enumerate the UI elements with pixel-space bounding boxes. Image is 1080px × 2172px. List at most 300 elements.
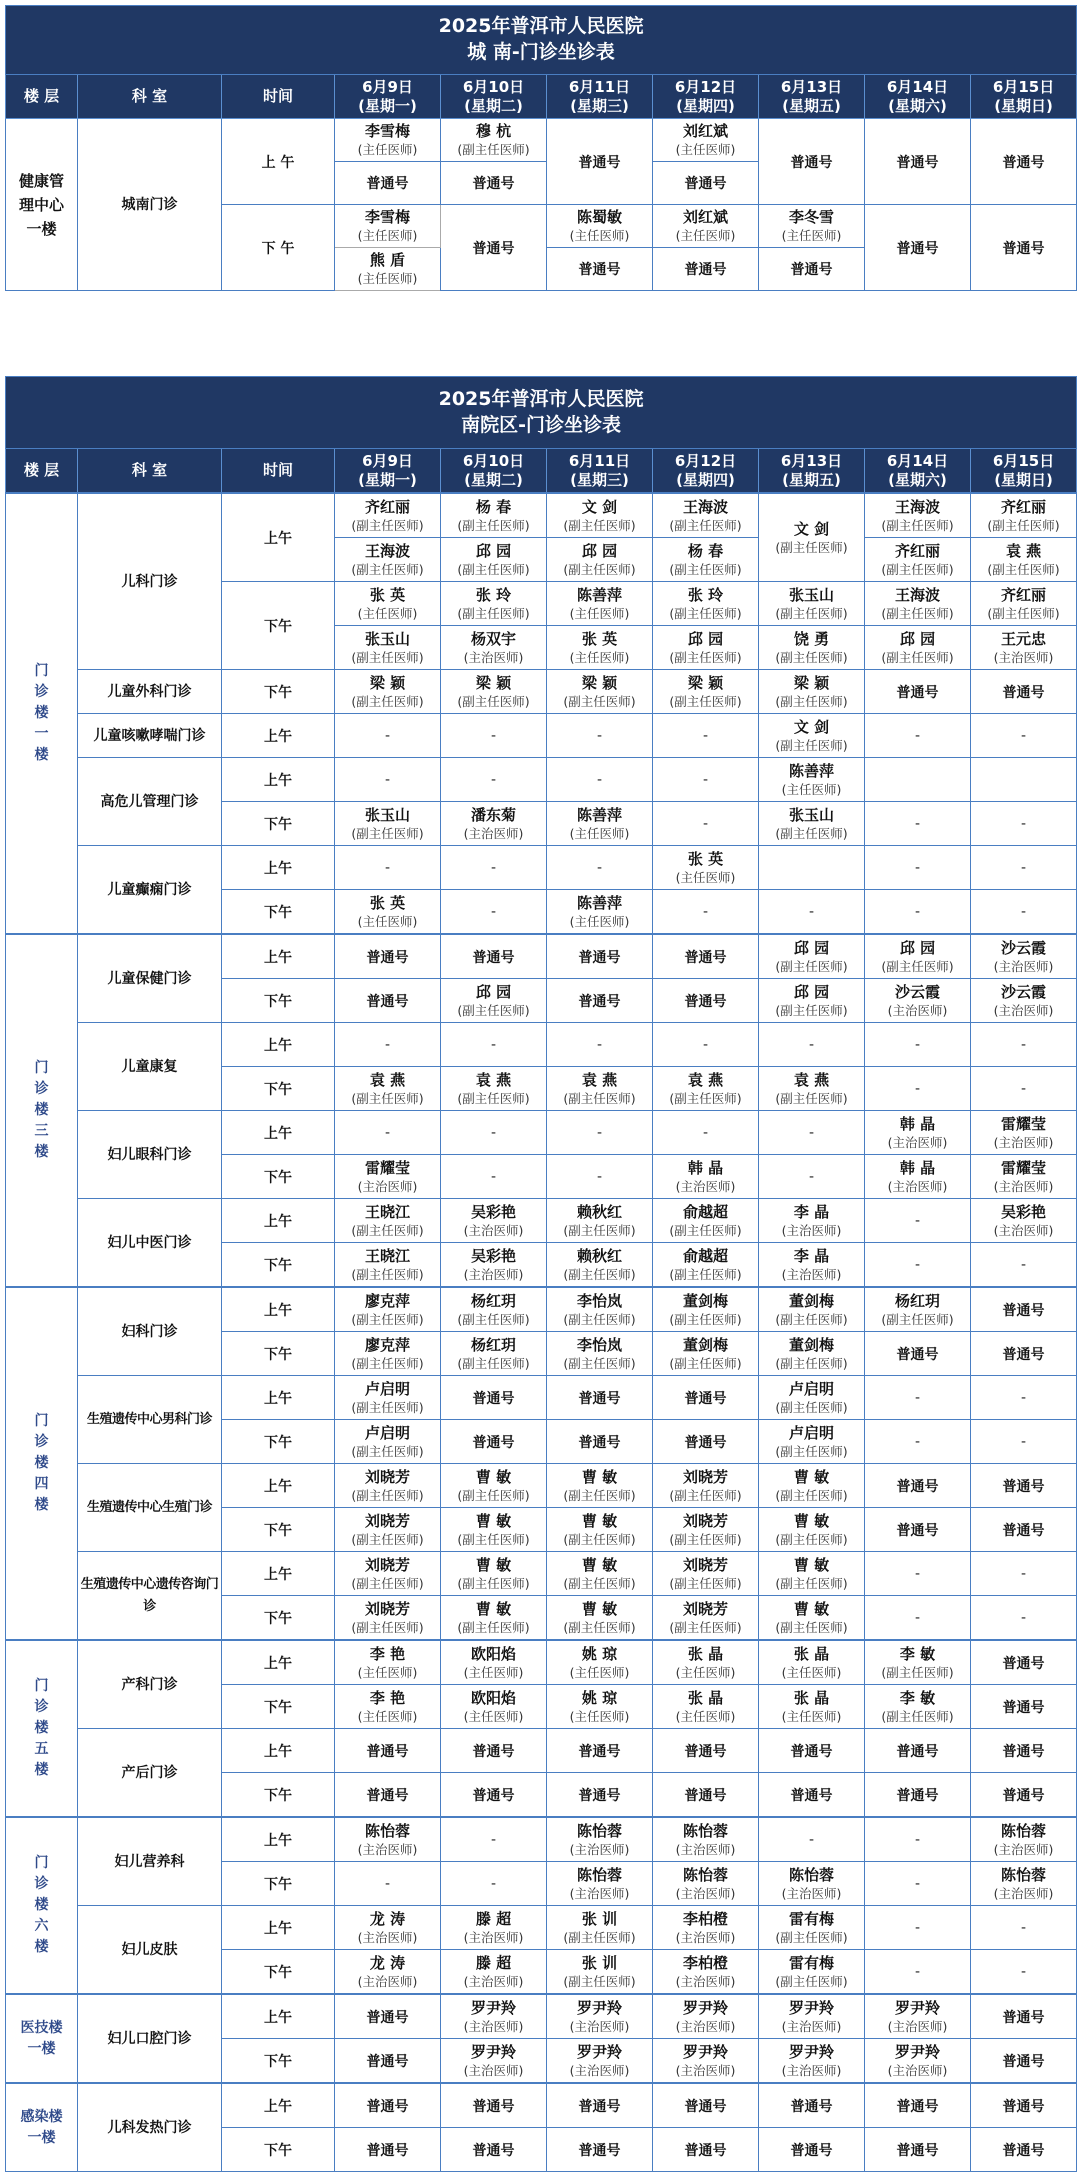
general-cell: 普通号 — [653, 934, 759, 979]
general-cell: 普通号 — [441, 1376, 547, 1420]
doctor-cell: 梁 颖 (副主任医师) — [441, 670, 547, 714]
doctor-cell: 刘晓芳 (副主任医师) — [653, 1552, 759, 1596]
general-cell: 普通号 — [653, 979, 759, 1023]
doctor-cell: 陈怡蓉 (主治医师) — [971, 1817, 1077, 1862]
general-cell: 普通号 — [971, 1773, 1077, 1818]
time-pm: 下午 — [222, 1508, 335, 1552]
dept-label: 儿童癫痫门诊 — [78, 846, 222, 935]
doctor-cell: 张玉山 (副主任医师) — [759, 582, 865, 626]
time-am: 上午 — [222, 1023, 335, 1067]
dash-cell: - — [335, 846, 441, 890]
doctor-cell: 罗尹羚 (主治医师) — [759, 1994, 865, 2039]
doctor-cell: 文 剑 (副主任医师) — [759, 714, 865, 758]
time-pm: 下午 — [222, 670, 335, 714]
time-am: 上午 — [222, 1464, 335, 1508]
time-am: 上午 — [222, 493, 335, 582]
doctor-cell: 杨双宇 (主治医师) — [441, 626, 547, 670]
doctor-cell: 张玉山 (副主任医师) — [759, 802, 865, 846]
general-cell: 普通号 — [547, 979, 653, 1023]
doctor-cell: 董剑梅 (副主任医师) — [653, 1287, 759, 1332]
general-cell: 普通号 — [335, 162, 441, 205]
dash-cell: - — [547, 846, 653, 890]
doctor-cell: 俞越超 (副主任医师) — [653, 1243, 759, 1288]
time-pm: 下午 — [222, 1950, 335, 1995]
table-row — [6, 1552, 1077, 1596]
general-cell: 普通号 — [865, 1729, 971, 1773]
dept-label: 妇儿眼科门诊 — [78, 1111, 222, 1199]
dash-cell: - — [865, 890, 971, 935]
dash-cell: - — [865, 1067, 971, 1111]
dash-cell: - — [971, 1950, 1077, 1995]
general-cell: 普通号 — [865, 1773, 971, 1818]
dash-cell: - — [971, 1596, 1077, 1641]
doctor-cell: 陈善萍 (主任医师) — [759, 758, 865, 802]
time-pm: 下午 — [222, 1862, 335, 1906]
title-subtitle: 城 南-门诊坐诊表 — [467, 41, 615, 63]
doctor-cell: 邱 园 (副主任医师) — [865, 626, 971, 670]
table-row — [6, 1111, 1077, 1155]
table-title — [6, 377, 1077, 449]
dash-cell: - — [335, 1023, 441, 1067]
doctor-cell: 卢启明 (副主任医师) — [759, 1420, 865, 1464]
header-time: 时间 — [222, 75, 335, 119]
header-day: 6月15日 (星期日) — [971, 449, 1077, 494]
time-pm: 下午 — [222, 1067, 335, 1111]
doctor-cell: 韩 晶 (主治医师) — [865, 1155, 971, 1199]
dept-label: 生殖遗传中心男科门诊 — [78, 1376, 222, 1464]
header-time: 时间 — [222, 449, 335, 494]
header-day: 6月14日 (星期六) — [865, 75, 971, 119]
dept-label: 妇儿中医门诊 — [78, 1199, 222, 1288]
general-cell: 普通号 — [865, 2128, 971, 2172]
doctor-cell: 吴彩艳 (主治医师) — [441, 1199, 547, 1243]
doctor-cell: 杨红玥 (副主任医师) — [865, 1287, 971, 1332]
dash-cell: - — [441, 1862, 547, 1906]
dash-cell: - — [971, 802, 1077, 846]
time-pm: 下 午 — [222, 205, 335, 291]
general-cell: 普通号 — [441, 934, 547, 979]
doctor-cell: 龙 涛 (主治医师) — [335, 1950, 441, 1995]
dept-label: 儿科发热门诊 — [78, 2083, 222, 2172]
time-pm: 下午 — [222, 1773, 335, 1818]
dash-cell: - — [865, 1906, 971, 1950]
doctor-cell: 齐红丽 (副主任医师) — [971, 582, 1077, 626]
header-floor: 楼 层 — [6, 75, 78, 119]
time-pm: 下午 — [222, 1155, 335, 1199]
dash-cell: - — [441, 890, 547, 935]
doctor-cell: 刘晓芳 (副主任医师) — [335, 1508, 441, 1552]
table-row — [6, 758, 1077, 802]
dept-label: 妇科门诊 — [78, 1287, 222, 1376]
doctor-cell: 李 艳 (主任医师) — [335, 1640, 441, 1685]
time-am: 上午 — [222, 1817, 335, 1862]
doctor-cell: 罗尹羚 (主治医师) — [653, 1994, 759, 2039]
doctor-cell: 梁 颖 (副主任医师) — [759, 670, 865, 714]
general-cell: 普通号 — [759, 1773, 865, 1818]
doctor-cell: 李 晶 (主治医师) — [759, 1199, 865, 1243]
doctor-cell: 张 训 (副主任医师) — [547, 1906, 653, 1950]
general-cell: 普通号 — [547, 934, 653, 979]
table-row — [6, 1729, 1077, 1773]
time-am: 上午 — [222, 1287, 335, 1332]
doctor-cell: 雷耀莹 (主治医师) — [335, 1155, 441, 1199]
doctor-cell: 刘晓芳 (副主任医师) — [335, 1552, 441, 1596]
header-day: 6月11日 (星期三) — [547, 75, 653, 119]
doctor-cell: 陈怡蓉 (主治医师) — [759, 1862, 865, 1906]
dash-cell: - — [759, 1023, 865, 1067]
dash-cell: - — [653, 1023, 759, 1067]
doctor-cell: 董剑梅 (副主任医师) — [653, 1332, 759, 1376]
general-cell: 普通号 — [441, 1729, 547, 1773]
general-cell: 普通号 — [653, 2128, 759, 2172]
doctor-cell: 董剑梅 (副主任医师) — [759, 1332, 865, 1376]
general-cell: 普通号 — [441, 1773, 547, 1818]
doctor-cell: 罗尹羚 (主治医师) — [441, 1994, 547, 2039]
dept-label: 产科门诊 — [78, 1640, 222, 1729]
dept-label: 生殖遗传中心遗传咨询门诊 — [78, 1552, 222, 1641]
table-row — [6, 714, 1077, 758]
general-cell: 普通号 — [865, 670, 971, 714]
general-cell: 普通号 — [759, 2083, 865, 2128]
dash-cell: - — [865, 1376, 971, 1420]
doctor-cell: 齐红丽 (副主任医师) — [865, 538, 971, 582]
doctor-cell: 刘红斌 (主任医师) — [653, 205, 759, 248]
doctor-cell: 曹 敏 (副主任医师) — [759, 1552, 865, 1596]
general-cell: 普通号 — [547, 1420, 653, 1464]
dept-label: 妇儿皮肤 — [78, 1906, 222, 1995]
dept-label: 儿童外科门诊 — [78, 670, 222, 714]
table-title — [6, 6, 1077, 75]
time-pm: 下午 — [222, 1243, 335, 1288]
dash-cell: - — [971, 1552, 1077, 1596]
dash-cell: - — [865, 1817, 971, 1862]
doctor-cell: 杨红玥 (副主任医师) — [441, 1332, 547, 1376]
doctor-cell: 欧阳焰 (主任医师) — [441, 1685, 547, 1729]
doctor-cell: 张 玲 (副主任医师) — [441, 582, 547, 626]
doctor-cell: 曹 敏 (副主任医师) — [759, 1464, 865, 1508]
doctor-cell: 李怡岚 (副主任医师) — [547, 1287, 653, 1332]
floor-label: 门 诊 楼 四 楼 — [6, 1287, 78, 1640]
doctor-cell: 张 晶 (主任医师) — [653, 1685, 759, 1729]
doctor-cell: 曹 敏 (副主任医师) — [441, 1464, 547, 1508]
doctor-cell: 张玉山 (副主任医师) — [335, 802, 441, 846]
doctor-cell: 罗尹羚 (主治医师) — [653, 2039, 759, 2084]
general-cell: 普通号 — [547, 248, 653, 291]
dash-cell: - — [865, 1596, 971, 1641]
doctor-cell: 雷有梅 (副主任医师) — [759, 1906, 865, 1950]
time-pm: 下午 — [222, 1332, 335, 1376]
doctor-cell: 曹 敏 (副主任医师) — [547, 1552, 653, 1596]
time-am: 上午 — [222, 758, 335, 802]
table-row — [6, 1199, 1077, 1243]
doctor-cell: 吴彩艳 (主治医师) — [441, 1243, 547, 1288]
doctor-cell: 李雪梅 (主任医师) — [335, 205, 441, 248]
doctor-cell: 韩 晶 (主治医师) — [653, 1155, 759, 1199]
general-cell: 普通号 — [865, 1464, 971, 1508]
header-dept: 科 室 — [78, 75, 222, 119]
doctor-cell: 刘晓芳 (副主任医师) — [335, 1464, 441, 1508]
time-am: 上午 — [222, 1111, 335, 1155]
doctor-cell: 张 晶 (主任医师) — [759, 1640, 865, 1685]
general-cell: 普通号 — [547, 119, 653, 205]
header-row — [6, 449, 1077, 494]
dash-cell: - — [971, 714, 1077, 758]
general-cell: 普通号 — [547, 1773, 653, 1818]
general-cell: 普通号 — [441, 1420, 547, 1464]
doctor-cell: 刘红斌 (主任医师) — [653, 119, 759, 162]
doctor-cell: 陈怡蓉 (主治医师) — [653, 1862, 759, 1906]
doctor-cell: 张 晶 (主任医师) — [759, 1685, 865, 1729]
table-row — [6, 1464, 1077, 1508]
doctor-cell: 曹 敏 (副主任医师) — [441, 1552, 547, 1596]
general-cell: 普通号 — [547, 1729, 653, 1773]
doctor-cell: 张 玲 (副主任医师) — [653, 582, 759, 626]
floor-label: 门 诊 楼 三 楼 — [6, 934, 78, 1287]
general-cell: 普通号 — [441, 162, 547, 205]
dash-cell: - — [865, 1243, 971, 1288]
title-hospital: 2025年普洱市人民医院 — [438, 15, 644, 37]
doctor-cell: 李柏橙 (主治医师) — [653, 1906, 759, 1950]
dash-cell: - — [971, 846, 1077, 890]
doctor-cell: 曹 敏 (副主任医师) — [759, 1508, 865, 1552]
doctor-cell: 王海波 (副主任医师) — [335, 538, 441, 582]
doctor-cell: 王海波 (副主任医师) — [865, 582, 971, 626]
table-row — [6, 1817, 1077, 1862]
general-cell: 普通号 — [441, 205, 547, 291]
time-pm: 下午 — [222, 2128, 335, 2172]
time-am: 上午 — [222, 1376, 335, 1420]
header-day: 6月12日 (星期四) — [653, 75, 759, 119]
doctor-cell: 罗尹羚 (主治医师) — [547, 2039, 653, 2084]
doctor-cell: 文 剑 (副主任医师) — [759, 493, 865, 582]
table-row — [6, 934, 1077, 979]
time-am: 上午 — [222, 934, 335, 979]
dash-cell: - — [441, 714, 547, 758]
dash-cell: - — [335, 758, 441, 802]
dash-cell: - — [335, 1862, 441, 1906]
doctor-cell: 罗尹羚 (主治医师) — [547, 1994, 653, 2039]
doctor-cell: 卢启明 (副主任医师) — [759, 1376, 865, 1420]
table-row — [6, 119, 1077, 162]
dash-cell: - — [441, 1111, 547, 1155]
dept-label: 妇儿口腔门诊 — [78, 1994, 222, 2083]
dash-cell: - — [971, 1023, 1077, 1067]
general-cell: 普通号 — [971, 670, 1077, 714]
doctor-cell: 陈怡蓉 (主治医师) — [547, 1862, 653, 1906]
doctor-cell: 齐红丽 (副主任医师) — [335, 493, 441, 538]
dash-cell: - — [971, 1376, 1077, 1420]
dash-cell: - — [335, 1111, 441, 1155]
general-cell: 普通号 — [441, 2128, 547, 2172]
doctor-cell: 滕 超 (主治医师) — [441, 1906, 547, 1950]
dash-cell: - — [865, 714, 971, 758]
general-cell: 普通号 — [971, 1287, 1077, 1332]
general-cell: 普通号 — [653, 2083, 759, 2128]
general-cell: 普通号 — [653, 248, 759, 291]
general-cell: 普通号 — [865, 2083, 971, 2128]
doctor-cell: 吴彩艳 (主治医师) — [971, 1199, 1077, 1243]
dash-cell: - — [971, 1906, 1077, 1950]
dept-label: 儿童保健门诊 — [78, 934, 222, 1023]
general-cell: 普通号 — [971, 2083, 1077, 2128]
dash-cell: - — [759, 1817, 865, 1862]
dash-cell: - — [547, 758, 653, 802]
doctor-cell: 王海波 (副主任医师) — [653, 493, 759, 538]
doctor-cell: 袁 燕 (副主任医师) — [547, 1067, 653, 1111]
general-cell: 普通号 — [335, 2128, 441, 2172]
doctor-cell: 赖秋红 (副主任医师) — [547, 1243, 653, 1288]
table-row — [6, 2083, 1077, 2128]
floor-label: 健康管 理中心 一楼 — [6, 119, 78, 291]
general-cell: 普通号 — [971, 2128, 1077, 2172]
doctor-cell: 曹 敏 (副主任医师) — [441, 1508, 547, 1552]
doctor-cell: 王晓江 (副主任医师) — [335, 1199, 441, 1243]
header-day: 6月10日 (星期二) — [441, 75, 547, 119]
doctor-cell: 雷耀莹 (主治医师) — [971, 1155, 1077, 1199]
time-am: 上 午 — [222, 119, 335, 205]
general-cell: 普通号 — [441, 2083, 547, 2128]
doctor-cell: 沙云霞 (主治医师) — [865, 979, 971, 1023]
general-cell: 普通号 — [547, 1376, 653, 1420]
general-cell: 普通号 — [971, 1685, 1077, 1729]
floor-label: 医技楼 一楼 — [6, 1994, 78, 2083]
header-day: 6月11日 (星期三) — [547, 449, 653, 494]
time-pm: 下午 — [222, 2039, 335, 2084]
general-cell: 普通号 — [335, 1994, 441, 2039]
dash-cell: - — [653, 890, 759, 935]
dept-label: 产后门诊 — [78, 1729, 222, 1818]
table-row — [6, 1287, 1077, 1332]
dash-cell: - — [865, 1950, 971, 1995]
time-am: 上午 — [222, 1640, 335, 1685]
doctor-cell: 杨 春 (副主任医师) — [441, 493, 547, 538]
floor-label: 门 诊 楼 一 楼 — [6, 493, 78, 934]
dash-cell: - — [441, 1817, 547, 1862]
doctor-cell: 文 剑 (副主任医师) — [547, 493, 653, 538]
header-day: 6月15日 (星期日) — [971, 75, 1077, 119]
dash-cell: - — [653, 802, 759, 846]
doctor-cell: 董剑梅 (副主任医师) — [759, 1287, 865, 1332]
doctor-cell: 袁 燕 (副主任医师) — [653, 1067, 759, 1111]
doctor-cell: 杨红玥 (副主任医师) — [441, 1287, 547, 1332]
general-cell: 普通号 — [335, 2083, 441, 2128]
time-pm: 下午 — [222, 890, 335, 935]
doctor-cell: 张 训 (副主任医师) — [547, 1950, 653, 1995]
doctor-cell: 滕 超 (主治医师) — [441, 1950, 547, 1995]
dept-label: 妇儿营养科 — [78, 1817, 222, 1906]
time-am: 上午 — [222, 714, 335, 758]
time-am: 上午 — [222, 2083, 335, 2128]
doctor-cell: 张 英 (主任医师) — [335, 582, 441, 626]
dash-cell: - — [865, 1023, 971, 1067]
doctor-cell: 雷耀莹 (主治医师) — [971, 1111, 1077, 1155]
dash-cell: - — [441, 758, 547, 802]
dept-label: 儿童康复 — [78, 1023, 222, 1111]
doctor-cell: 曹 敏 (副主任医师) — [547, 1508, 653, 1552]
doctor-cell: 李柏橙 (主治医师) — [653, 1950, 759, 1995]
doctor-cell: 刘晓芳 (副主任医师) — [653, 1596, 759, 1641]
time-am: 上午 — [222, 1994, 335, 2039]
general-cell: 普通号 — [971, 1464, 1077, 1508]
general-cell: 普通号 — [759, 119, 865, 205]
doctor-cell: 邱 园 (副主任医师) — [759, 979, 865, 1023]
doctor-cell: 欧阳焰 (主任医师) — [441, 1640, 547, 1685]
general-cell: 普通号 — [865, 205, 971, 291]
doctor-cell: 雷有梅 (副主任医师) — [759, 1950, 865, 1995]
doctor-cell: 邱 园 (副主任医师) — [759, 934, 865, 979]
table-row — [6, 1906, 1077, 1950]
doctor-cell: 邱 园 (副主任医师) — [441, 979, 547, 1023]
dash-cell: - — [971, 1420, 1077, 1464]
doctor-cell: 李冬雪 (主任医师) — [759, 205, 865, 248]
dash-cell: - — [547, 1155, 653, 1199]
time-am: 上午 — [222, 1906, 335, 1950]
table-row — [6, 1994, 1077, 2039]
general-cell: 普通号 — [759, 1729, 865, 1773]
doctor-cell: 李 敏 (副主任医师) — [865, 1685, 971, 1729]
time-pm: 下午 — [222, 1420, 335, 1464]
header-day: 6月9日 (星期一) — [335, 449, 441, 494]
time-am: 上午 — [222, 1199, 335, 1243]
doctor-cell: 陈怡蓉 (主治医师) — [971, 1862, 1077, 1906]
doctor-cell: 潘东菊 (主治医师) — [441, 802, 547, 846]
table-row — [6, 493, 1077, 538]
general-cell: 普通号 — [653, 1729, 759, 1773]
doctor-cell: 邱 园 (副主任医师) — [547, 538, 653, 582]
doctor-cell: 龙 涛 (主治医师) — [335, 1906, 441, 1950]
dept-label: 儿科门诊 — [78, 493, 222, 670]
doctor-cell: 王海波 (副主任医师) — [865, 493, 971, 538]
dash-cell: - — [441, 1023, 547, 1067]
header-day: 6月13日 (星期五) — [759, 75, 865, 119]
table-row — [6, 846, 1077, 890]
general-cell: 普通号 — [653, 162, 759, 205]
doctor-cell: 梁 颖 (副主任医师) — [335, 670, 441, 714]
doctor-cell: 姚 琼 (主任医师) — [547, 1685, 653, 1729]
header-dept: 科 室 — [78, 449, 222, 494]
time-am: 上午 — [222, 846, 335, 890]
doctor-cell: 邱 园 (副主任医师) — [653, 626, 759, 670]
header-floor: 楼 层 — [6, 449, 78, 494]
general-cell: 普通号 — [335, 934, 441, 979]
table-row — [6, 1376, 1077, 1420]
time-pm: 下午 — [222, 802, 335, 846]
doctor-cell: 梁 颖 (副主任医师) — [547, 670, 653, 714]
dash-cell: - — [547, 1023, 653, 1067]
general-cell: 普通号 — [971, 2039, 1077, 2084]
dash-cell: - — [547, 714, 653, 758]
dash-cell: - — [865, 1420, 971, 1464]
doctor-cell: 袁 燕 (副主任医师) — [441, 1067, 547, 1111]
doctor-cell: 齐红丽 (副主任医师) — [971, 493, 1077, 538]
dash-cell: - — [441, 846, 547, 890]
header-day: 6月14日 (星期六) — [865, 449, 971, 494]
time-pm: 下午 — [222, 582, 335, 670]
doctor-cell: 罗尹羚 (主治医师) — [865, 2039, 971, 2084]
table-row — [6, 1640, 1077, 1685]
doctor-cell: 杨 春 (副主任医师) — [653, 538, 759, 582]
general-cell: 普通号 — [865, 119, 971, 205]
dash-cell: - — [653, 714, 759, 758]
table-row — [6, 670, 1077, 714]
doctor-cell: 曹 敏 (副主任医师) — [547, 1596, 653, 1641]
doctor-cell: 刘晓芳 (副主任医师) — [335, 1596, 441, 1641]
doctor-cell: 赖秋红 (副主任医师) — [547, 1199, 653, 1243]
time-am: 上午 — [222, 1729, 335, 1773]
header-day: 6月9日 (星期一) — [335, 75, 441, 119]
doctor-cell: 张 英 (主任医师) — [653, 846, 759, 890]
doctor-cell: 卢启明 (副主任医师) — [335, 1376, 441, 1420]
